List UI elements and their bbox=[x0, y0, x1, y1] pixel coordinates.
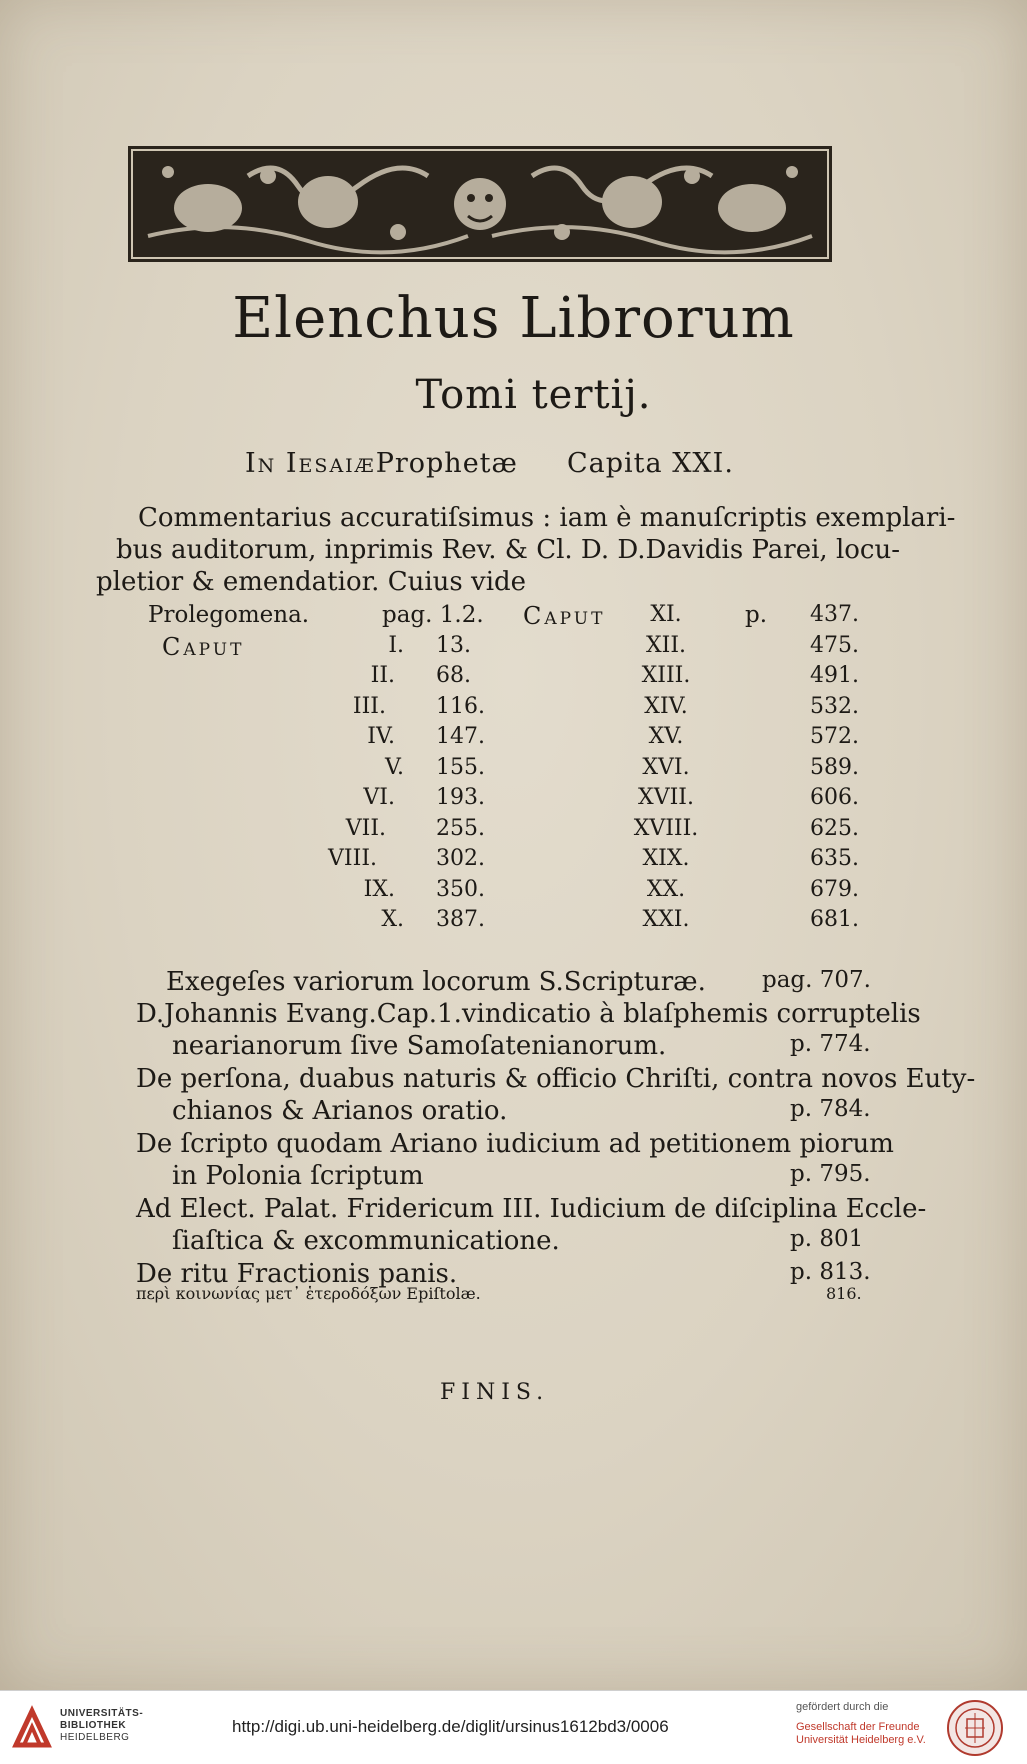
chapter-page-right: 589. bbox=[810, 754, 859, 780]
chapter-num-left: III. bbox=[352, 693, 386, 719]
chapter-num-right: XVI. bbox=[642, 754, 690, 780]
work-line: chianos & Arianos oratio. bbox=[172, 1096, 508, 1126]
chapter-page-left: 350. bbox=[436, 876, 485, 902]
chapter-num-right: XVII. bbox=[638, 785, 694, 810]
finis: FINIS. bbox=[440, 1380, 550, 1405]
chapter-num-left: I. bbox=[388, 632, 404, 658]
chapter-page-right: 635. bbox=[810, 846, 859, 871]
work-page: p. 801 bbox=[790, 1226, 864, 1252]
chapter-page-left: 387. bbox=[436, 907, 485, 932]
right-p-label: p. bbox=[745, 602, 768, 628]
work-line: De ſcripto quodam Ariano iudicium ad petitionem piorum bbox=[136, 1129, 894, 1159]
work-line: περὶ κοινωνίας μετ᾽ ἑτεροδόξων Epiſtolæ. bbox=[136, 1284, 481, 1303]
library-logo-icon[interactable] bbox=[10, 1705, 54, 1749]
work-line: Ad Elect. Palat. Fridericum III. Iudicium de diſciplina Eccle- bbox=[136, 1194, 927, 1224]
commentary-line-1: Commentarius accuratiſsimus : iam è manuſcriptis exemplari- bbox=[138, 503, 956, 533]
university-seal-icon bbox=[946, 1699, 1004, 1757]
chapter-num-right: XX. bbox=[646, 876, 686, 902]
work-page: p. 774. bbox=[790, 1031, 871, 1057]
work-line: D.Johannis Evang.Cap.1.vindicatio à blaſphemis corruptelis bbox=[136, 999, 921, 1029]
chapter-page-left: 255. bbox=[436, 815, 485, 841]
chapter-page-left: 13. bbox=[436, 632, 471, 658]
work-page: p. 795. bbox=[790, 1161, 871, 1187]
caput-label-right: Caput bbox=[523, 602, 606, 630]
chapter-page-right: 437. bbox=[810, 602, 859, 627]
chapter-page-left: 302. bbox=[436, 846, 485, 871]
library-name-line-2: BIBLIOTHEK bbox=[60, 1720, 127, 1731]
title-sub: Tomi tertij. bbox=[415, 372, 652, 418]
chapter-page-left: 116. bbox=[436, 693, 485, 719]
work-page: pag. 707. bbox=[762, 967, 871, 993]
chapter-num-right: XI. bbox=[650, 602, 682, 627]
chapter-page-right: 532. bbox=[810, 693, 859, 719]
chapter-page-right: 679. bbox=[810, 876, 859, 902]
chapter-num-left: IV. bbox=[367, 724, 395, 749]
heading-esaiae: Iesaiæ bbox=[285, 448, 376, 479]
work-line: ſiaſtica & excommunicatione. bbox=[172, 1226, 560, 1256]
work-page: 816. bbox=[826, 1284, 862, 1303]
commentary-line-3: pletior & emendatior. Cuius vide bbox=[96, 567, 527, 597]
chapter-num-right: XIII. bbox=[641, 663, 691, 688]
work-line: De ritu Fractionis panis. bbox=[136, 1259, 458, 1289]
chapter-num-right: XIV. bbox=[644, 693, 688, 719]
library-name-line-3: HEIDELBERG bbox=[60, 1732, 130, 1743]
work-line: Exegeſes variorum locorum S.Scripturæ. bbox=[166, 967, 706, 997]
chapter-num-left: V. bbox=[384, 754, 404, 780]
chapter-page-left: 193. bbox=[436, 785, 485, 810]
chapter-num-left: VII. bbox=[345, 815, 386, 841]
section-heading bbox=[245, 448, 518, 479]
chapter-num-right: XII. bbox=[645, 632, 687, 658]
chapter-num-right: XV. bbox=[648, 724, 684, 749]
chapter-page-right: 681. bbox=[810, 907, 859, 932]
chapter-num-right: XIX. bbox=[642, 846, 690, 871]
heading-in: In bbox=[245, 448, 277, 479]
chapter-num-left: VIII. bbox=[328, 846, 377, 871]
society-line-2: Universität Heidelberg e.V. bbox=[796, 1734, 926, 1746]
chapter-num-left: VI. bbox=[363, 785, 395, 810]
heading-capita: Capita XXI. bbox=[567, 448, 734, 479]
prolegomena-page: pag. 1.2. bbox=[382, 602, 484, 628]
chapter-num-left: X. bbox=[381, 907, 404, 932]
title-main: Elenchus Librorum bbox=[232, 286, 795, 351]
chapter-num-left: II. bbox=[370, 663, 395, 688]
commentary-line-2: bus auditorum, inprimis Rev. & Cl. D. D.Davidis Parei, locu- bbox=[116, 535, 901, 565]
chapter-page-left: 68. bbox=[436, 663, 471, 688]
digitization-footer bbox=[0, 1690, 1027, 1764]
chapter-num-right: XXI. bbox=[642, 907, 690, 932]
ornamental-banner bbox=[128, 146, 832, 262]
permalink-url[interactable]: http://digi.ub.uni-heidelberg.de/diglit/ursinus1612bd3/0006 bbox=[232, 1717, 669, 1736]
chapter-num-right: XVIII. bbox=[633, 815, 699, 841]
chapter-page-left: 155. bbox=[436, 754, 485, 780]
work-page: p. 784. bbox=[790, 1096, 871, 1122]
caput-label-left: Caput bbox=[162, 632, 245, 661]
work-line: in Polonia ſcriptum bbox=[172, 1161, 424, 1191]
chapter-page-right: 475. bbox=[810, 632, 859, 658]
library-name[interactable] bbox=[60, 1708, 143, 1744]
prolegomena-label: Prolegomena. bbox=[148, 602, 310, 628]
chapter-page-right: 572. bbox=[810, 724, 859, 749]
work-line: nearianorum ſive Samoſatenianorum. bbox=[172, 1031, 667, 1061]
chapter-page-right: 625. bbox=[810, 815, 859, 841]
chapter-page-right: 491. bbox=[810, 663, 859, 688]
chapter-page-left: 147. bbox=[436, 724, 485, 749]
society-line-1: Gesellschaft der Freunde bbox=[796, 1721, 920, 1733]
work-page: p. 813. bbox=[790, 1259, 871, 1285]
heading-prophetae: Prophetæ bbox=[375, 448, 518, 479]
society-name[interactable] bbox=[796, 1721, 926, 1747]
chapter-num-left: IX. bbox=[363, 876, 395, 902]
funded-by-label: gefördert durch die bbox=[796, 1701, 889, 1713]
library-name-line-1: UNIVERSITÄTS- bbox=[60, 1708, 144, 1719]
chapter-page-right: 606. bbox=[810, 785, 859, 810]
work-line: De perſona, duabus naturis & officio Chriſti, contra novos Euty- bbox=[136, 1064, 976, 1094]
